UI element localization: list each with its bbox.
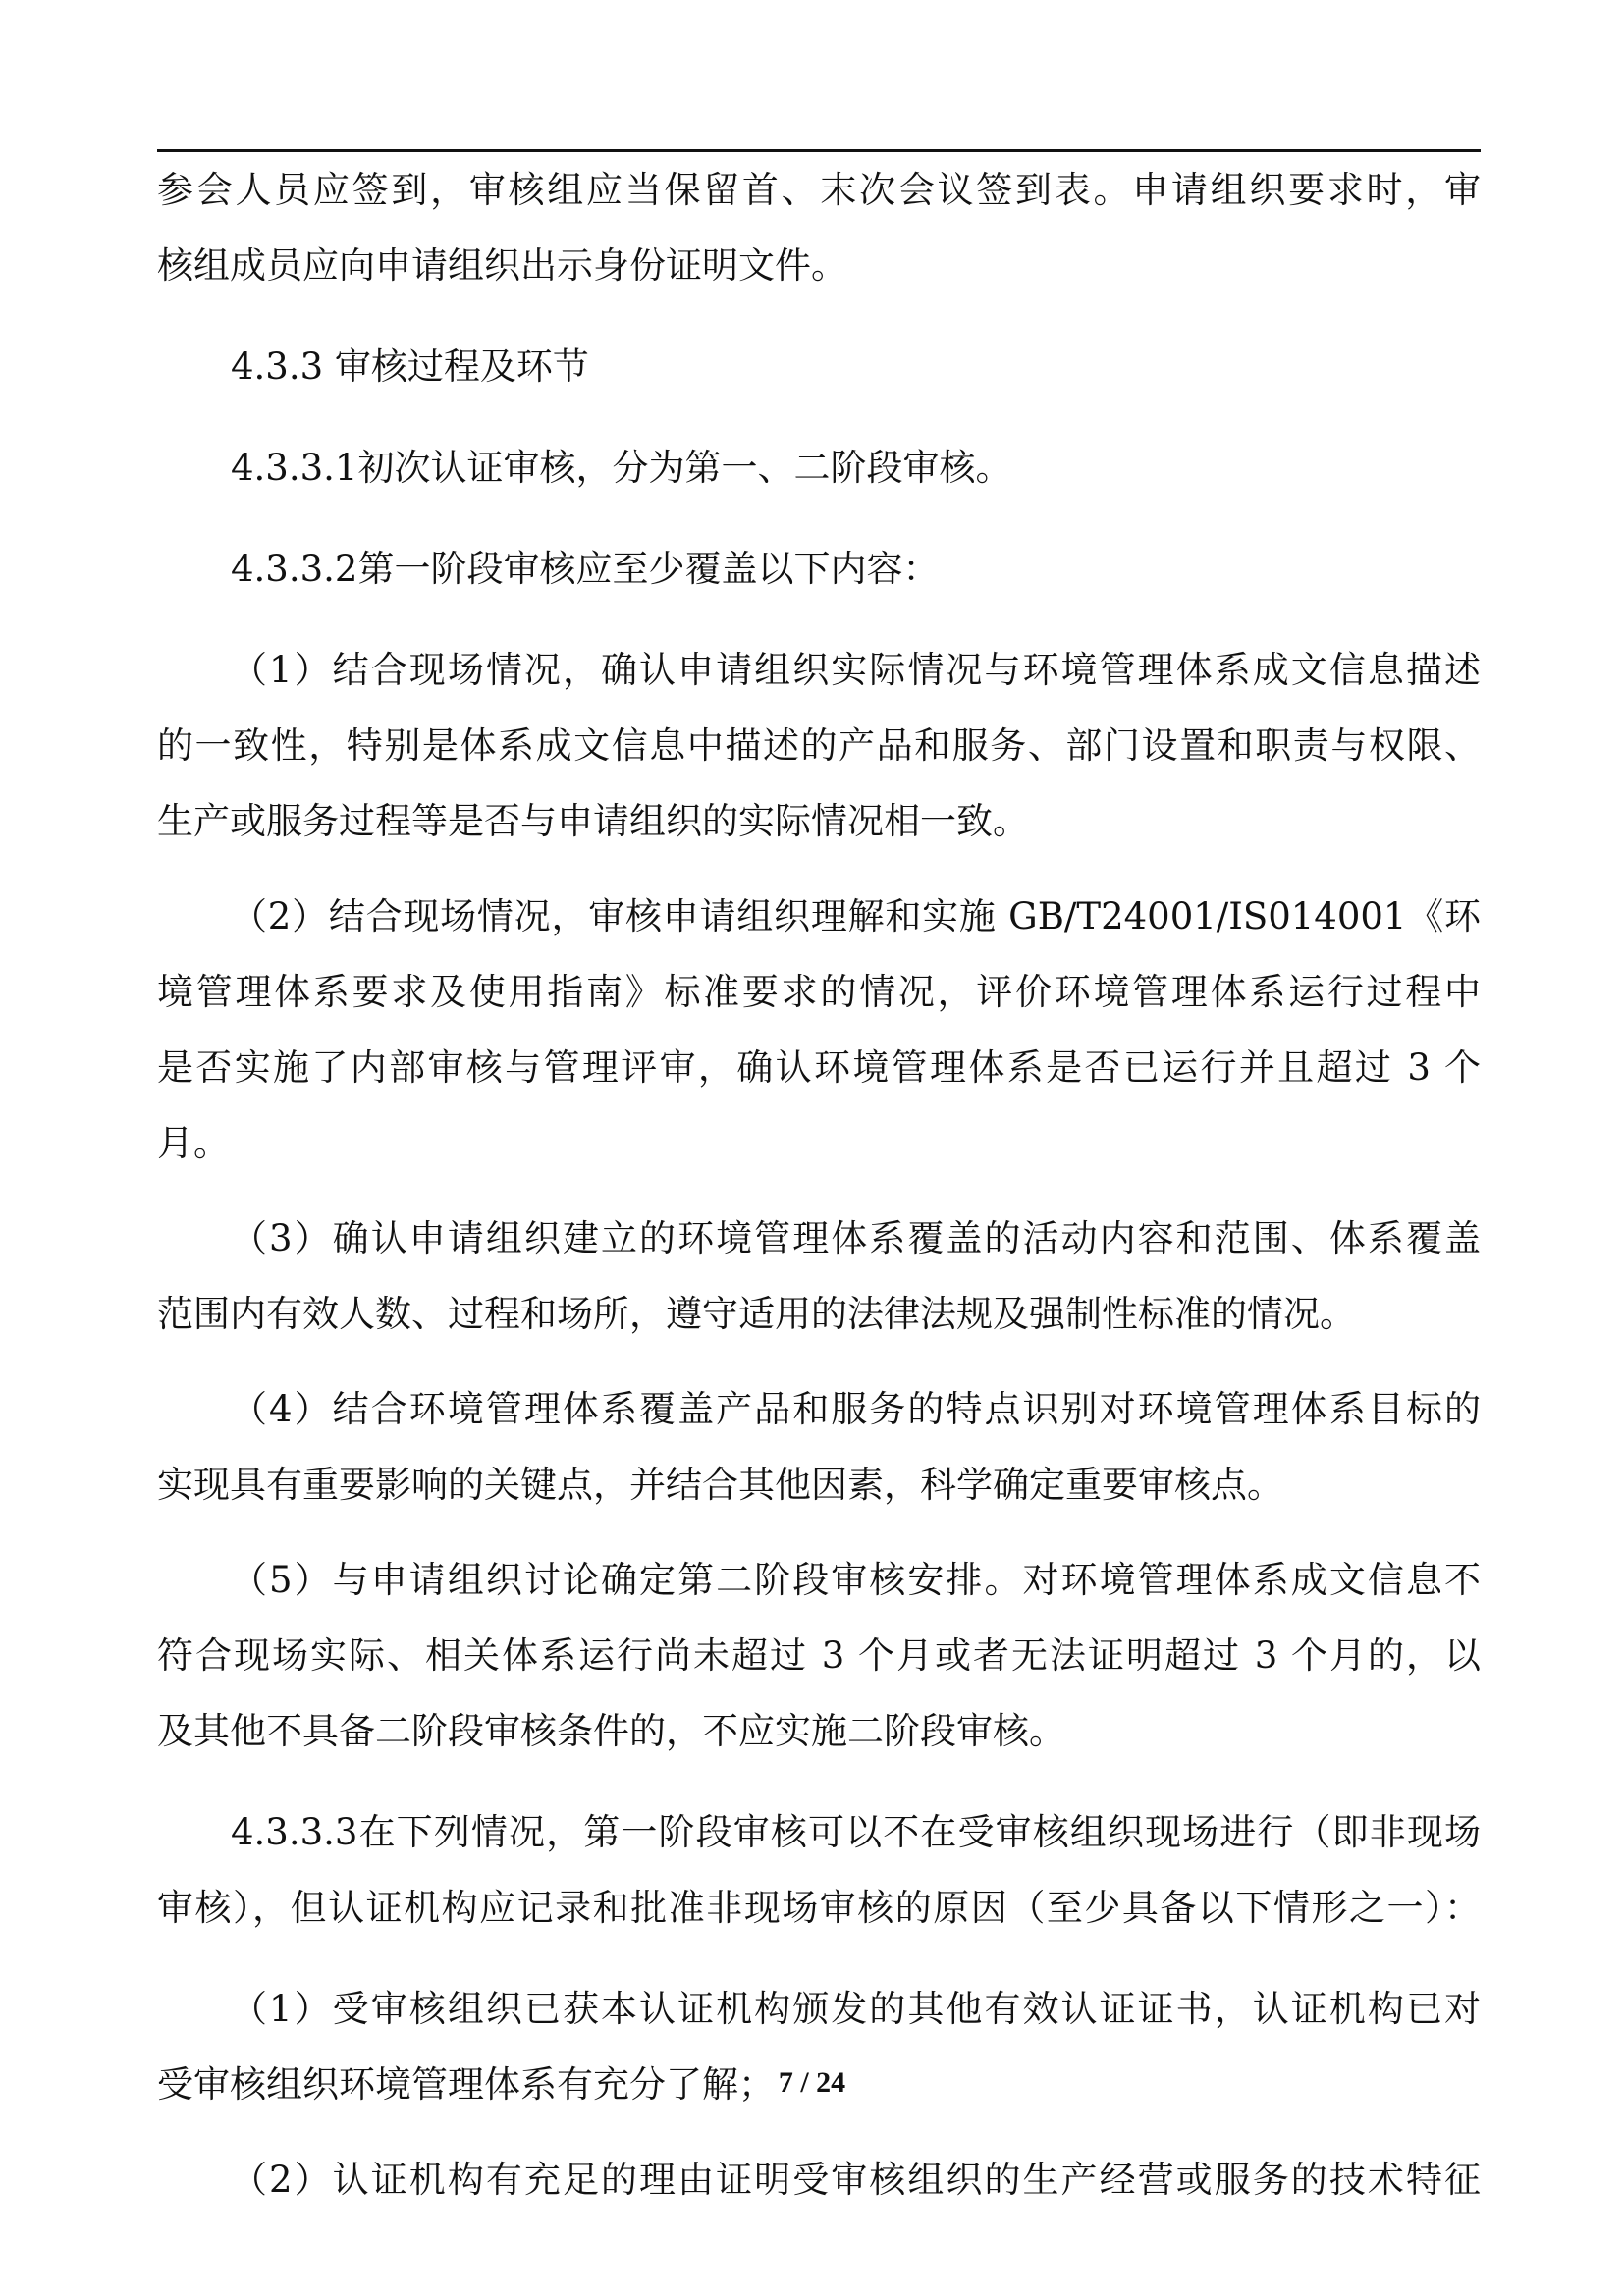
text-line: （4）结合环境管理体系覆盖产品和服务的特点识别对环境管理体系目标的 [231, 1388, 1481, 1430]
text-line: （1）结合现场情况，确认申请组织实际情况与环境管理体系成文信息描述 [231, 649, 1481, 691]
text-line: 4.3.3.2第一阶段审核应至少覆盖以下内容： [231, 548, 940, 590]
text-line: 实现具有重要影响的关键点，并结合其他因素，科学确定重要审核点。 [157, 1464, 1283, 1506]
text-line: （5）与申请组织讨论确定第二阶段审核安排。对环境管理体系成文信息不 [231, 1559, 1481, 1601]
text-line: 4.3.3.1初次认证审核，分为第一、二阶段审核。 [231, 447, 1012, 489]
text-line: （2）结合现场情况，审核申请组织理解和实施 GB/T24001/IS014001《环 [231, 895, 1481, 937]
text-line: （1）受审核组织已获本认证机构颁发的其他有效认证证书，认证机构已对 [231, 1988, 1481, 2030]
text-line: 范围内有效人数、过程和场所，遵守适用的法律法规及强制性标准的情况。 [157, 1293, 1356, 1335]
page-number: 7 / 24 [778, 2066, 846, 2099]
text-line: 及其他不具备二阶段审核条件的，不应实施二阶段审核。 [157, 1710, 1065, 1752]
text-line: （2）认证机构有充足的理由证明受审核组织的生产经营或服务的技术特征 [231, 2159, 1481, 2201]
text-line: 的一致性，特别是体系成文信息中描述的产品和服务、部门设置和职责与权限、 [157, 724, 1481, 767]
text-line: 核组成员应向申请组织出示身份证明文件。 [157, 244, 847, 287]
body-text [157, 152, 1481, 2217]
text-line: 参会人员应签到，审核组应当保留首、末次会议签到表。申请组织要求时，审 [157, 169, 1481, 211]
text-line: 境管理体系要求及使用指南》标准要求的情况，评价环境管理体系运行过程中 [157, 971, 1481, 1013]
text-line: 是否实施了内部审核与管理评审，确认环境管理体系是否已运行并且超过 3 个 [157, 1046, 1481, 1089]
text-line: 受审核组织环境管理体系有充分了解； [157, 2063, 775, 2106]
text-line: 月。 [157, 1122, 230, 1164]
text-line: （3）确认申请组织建立的环境管理体系覆盖的活动内容和范围、体系覆盖 [231, 1217, 1481, 1259]
text-line: 生产或服务过程等是否与申请组织的实际情况相一致。 [157, 800, 1029, 842]
text-line: 4.3.3.3在下列情况，第一阶段审核可以不在受审核组织现场进行（即非现场 [231, 1811, 1481, 1853]
text-line: 审核），但认证机构应记录和批准非现场审核的原因（至少具备以下情形之一）： [157, 1887, 1481, 1929]
section-heading: 4.3.3 审核过程及环节 [231, 346, 589, 388]
text-line: 符合现场实际、相关体系运行尚未超过 3 个月或者无法证明超过 3 个月的，以 [157, 1634, 1481, 1677]
